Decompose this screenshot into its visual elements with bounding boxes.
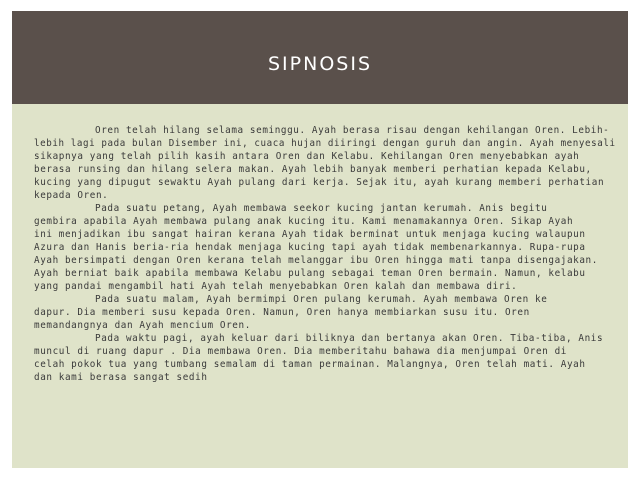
title-bar (12, 11, 628, 104)
paragraph-line: Pada suatu petang, Ayah membawa seekor kucing jantan kerumah. Anis begitu (95, 203, 548, 214)
paragraph-line: celah pokok tua yang tumbang semalam di taman permainan. Malangnya, Oren telah mati. Ayah (34, 359, 586, 370)
paragraph-line: Oren telah hilang selama seminggu. Ayah berasa risau dengan kehilangan Oren. Lebih- (95, 125, 610, 136)
paragraph-line: ini menjadikan ibu sangat hairan kerana Ayah tidak berminat untuk menjaga kucing walaupun (34, 229, 586, 240)
paragraph-line: Ayah berniat baik apabila membawa Kelabu pulang sebagai teman Oren bermain. Namun, kelabu (34, 268, 586, 279)
paragraph-line: lebih lagi pada bulan Disember ini, cuaca hujan diiringi dengan guruh dan angin. Ayah menyesali (34, 138, 616, 149)
paragraph-line: Azura dan Hanis beria-ria hendak menjaga kucing tapi ayah tidak membenarkannya. Rupa-rupa (34, 242, 586, 253)
paragraph-line: sikapnya yang telah pilih kasih antara Oren dan Kelabu. Kehilangan Oren menyebabkan ayah (34, 151, 580, 162)
paragraph-line: dan kami berasa sangat sedih (34, 372, 208, 383)
paragraph-line: muncul di ruang dapur . Dia membawa Oren. Dia memberitahu bahawa dia menjumpai Oren di (34, 346, 567, 357)
paragraph-line: kepada Oren. (34, 190, 109, 201)
paragraph-line: Pada waktu pagi, ayah keluar dari biliknya dan bertanya akan Oren. Tiba-tiba, Anis (95, 333, 604, 344)
paragraph-line: berasa runsing dan hilang selera makan. Ayah lebih banyak memberi perhatian kepada Kelabu, (34, 164, 592, 175)
paragraph-line: yang pandai mengambil hati Ayah telah menyebabkan Oren kalah dan membawa diri. (34, 281, 518, 292)
slide-title: SIPNOSIS (267, 53, 372, 75)
paragraph-line: kucing yang dipugut sewaktu Ayah pulang dari kerja. Sejak itu, ayah kurang memberi perhatian (34, 177, 605, 188)
paragraph-line: Pada suatu malam, Ayah bermimpi Oren pulang kerumah. Ayah membawa Oren ke (95, 294, 548, 305)
paragraph-line: dapur. Dia memberi susu kepada Oren. Namun, Oren hanya membiarkan susu itu. Oren (34, 307, 530, 318)
paragraph-line: memandangnya dan Ayah mencium Oren. (34, 320, 251, 331)
paragraph-line: gembira apabila Ayah membawa pulang anak kucing itu. Kami menamakannya Oren. Sikap Ayah (34, 216, 574, 227)
paragraph-line: Ayah bersimpati dengan Oren kerana telah melanggar ibu Oren hingga mati tanpa disengajakan. (34, 255, 598, 266)
slide (12, 11, 628, 468)
